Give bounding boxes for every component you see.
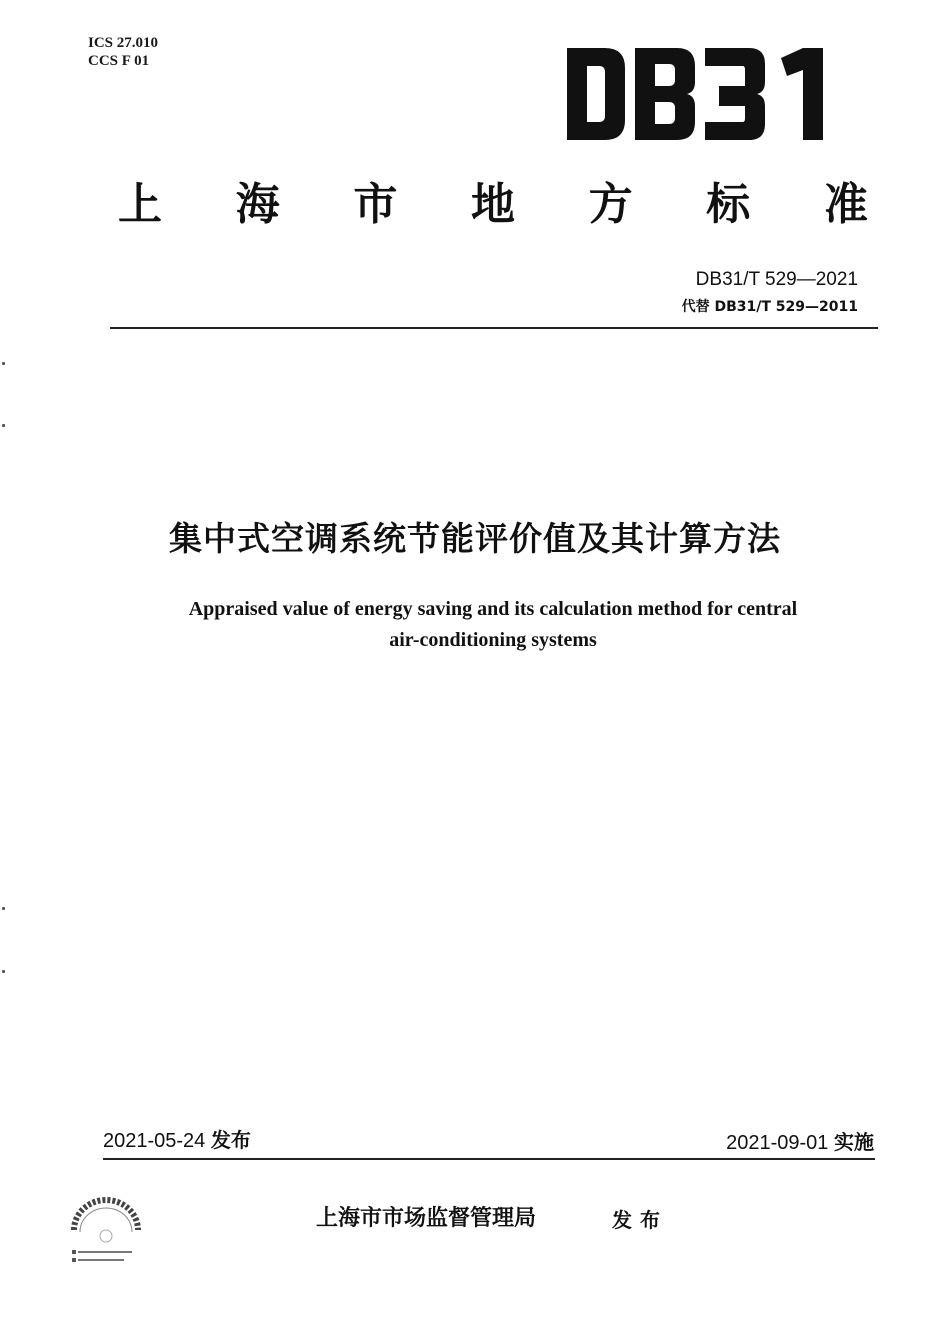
seal-graphic bbox=[60, 1196, 150, 1276]
title-english-line1: Appraised value of energy saving and its calculation method for central bbox=[188, 598, 798, 620]
footer-divider bbox=[103, 1158, 875, 1160]
standard-number: DB31/T 529—2021 bbox=[695, 269, 858, 290]
standard-type-char: 方 bbox=[588, 179, 633, 230]
standard-type-heading bbox=[118, 170, 868, 240]
title-chinese: 集中式空调系统节能评价值及其计算方法 bbox=[169, 519, 781, 558]
scan-edge-mark bbox=[2, 424, 5, 427]
publisher-name: 上海市市场监督管理局 bbox=[316, 1206, 537, 1231]
db31-logo bbox=[567, 44, 832, 144]
standard-type-char: 市 bbox=[353, 179, 398, 230]
scan-edge-mark bbox=[2, 362, 5, 365]
db31-logo-letters bbox=[567, 48, 823, 140]
standard-type-char: 海 bbox=[235, 179, 280, 230]
header-divider bbox=[110, 327, 878, 329]
circular-seal-icon bbox=[60, 1196, 150, 1276]
issue-date-label: 发布 bbox=[210, 1128, 251, 1152]
scan-edge-mark bbox=[2, 970, 5, 973]
publisher-action: 发布 bbox=[612, 1208, 668, 1232]
standard-type-char: 上 bbox=[118, 179, 162, 230]
implementation-date bbox=[726, 1128, 874, 1157]
standard-type-char: 标 bbox=[706, 179, 751, 230]
ics-code: ICS 27.010 bbox=[88, 35, 159, 51]
standard-type-char: 地 bbox=[470, 179, 515, 230]
db31-logo-graphic bbox=[567, 44, 832, 144]
issue-date-value: 2021-05-24 bbox=[103, 1130, 206, 1152]
title-english bbox=[100, 594, 886, 656]
replaces-standard: 代替 DB31/T 529—2011 bbox=[681, 299, 858, 315]
implementation-date-value: 2021-09-01 bbox=[726, 1132, 829, 1154]
ccs-code: CCS F 01 bbox=[88, 53, 150, 69]
title-english-line2: air-conditioning systems bbox=[389, 629, 597, 651]
classification-codes bbox=[88, 34, 158, 70]
implementation-date-label: 实施 bbox=[834, 1130, 874, 1154]
scan-edge-mark bbox=[2, 907, 5, 910]
issue-date bbox=[103, 1126, 251, 1155]
standard-type-char: 准 bbox=[823, 179, 868, 230]
